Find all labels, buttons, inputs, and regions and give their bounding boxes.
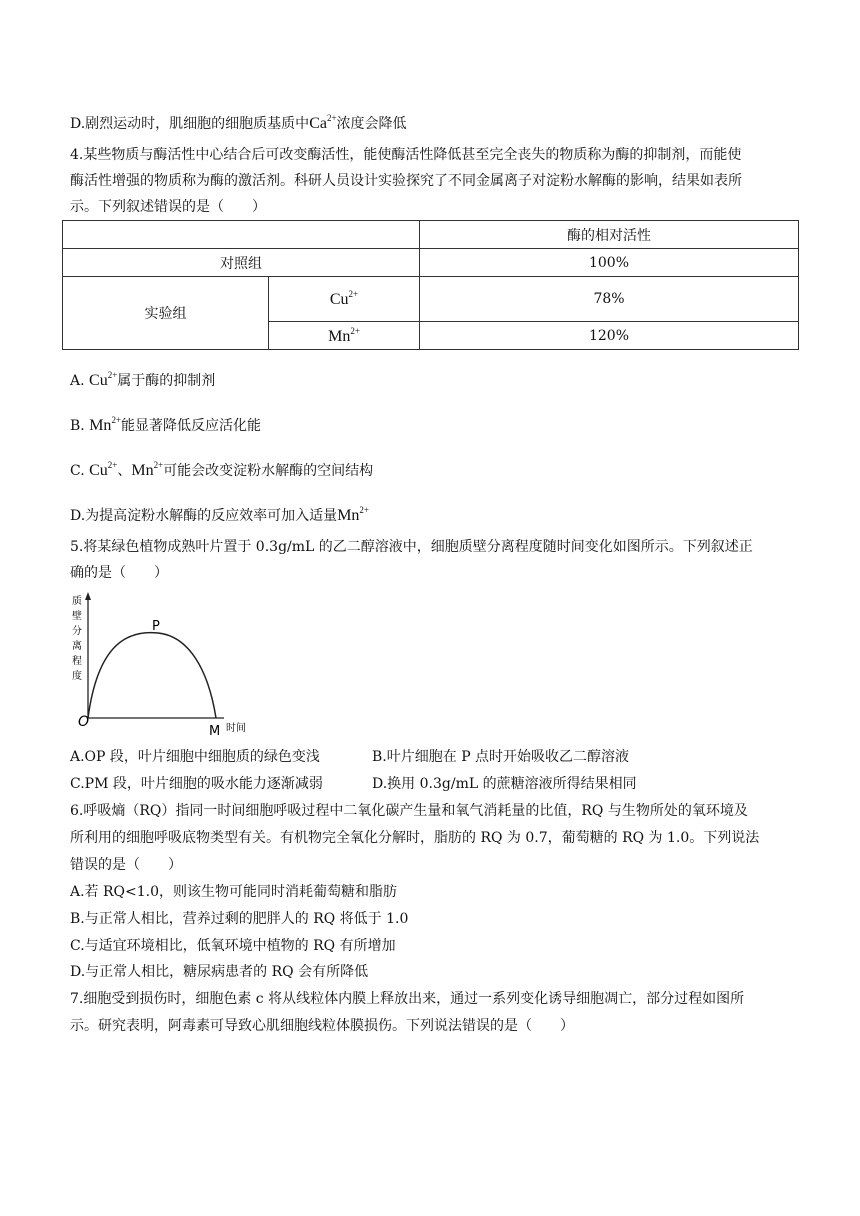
table-row-mn-ion: $Mn^{2+}$ <box>269 322 420 350</box>
ylabel-char-3: 分 <box>72 626 82 637</box>
plasmolysis-graph <box>68 588 258 738</box>
q6-option-a: A.若 RQ<1.0，则该生物可能同时消耗葡萄糖和脂肪 <box>70 884 398 900</box>
q6-option-c: C.与适宜环境相比，低氧环境中植物的 RQ 有所增加 <box>70 938 396 954</box>
table-row-cu-ion: $Cu^{2+}$ <box>269 277 420 322</box>
q5-option-b: B.叶片细胞在 P 点时开始吸收乙二醇溶液 <box>372 749 630 765</box>
end-label: M <box>209 724 221 738</box>
ylabel-char-1: 质 <box>72 596 82 607</box>
q7-stem-line-2: 示。研究表明，阿毒素可导致心肌细胞线粒体膜损伤。下列说法错误的是（ ） <box>70 1018 574 1034</box>
q3-option-d: D.剧烈运动时，肌细胞的细胞质基质中$Ca^{2+}$浓度会降低 <box>70 113 407 132</box>
experiment-group-label: 实验组 <box>63 277 269 350</box>
ylabel-char-6: 度 <box>72 671 82 682</box>
q5-option-c: C.PM 段，叶片细胞的吸水能力逐渐减弱 <box>70 776 323 792</box>
q5-option-a: A.OP 段，叶片细胞中细胞质的绿色变浅 <box>70 749 320 765</box>
q4-stem-line-3: 示。下列叙述错误的是（ ） <box>70 199 266 215</box>
ylabel-char-5: 程 <box>72 656 82 667</box>
q6-option-b: B.与正常人相比，营养过剩的肥胖人的 RQ 将低于 1.0 <box>70 911 409 927</box>
q6-stem-line-3: 错误的是（ ） <box>70 857 182 873</box>
q4-option-d: D.为提高淀粉水解酶的反应效率可加入适量$Mn^{2+}$ <box>70 505 369 524</box>
calcium-ion: $Ca^{2+}$ <box>309 113 337 132</box>
peak-label: P <box>152 619 160 634</box>
xlabel: 时间 <box>226 723 246 734</box>
table-row-cu-value: 78% <box>420 277 799 322</box>
q4-option-b: B. $Mn^{2+}$能显著降低反应活化能 <box>70 415 262 434</box>
ylabel-char-4: 离 <box>72 641 82 652</box>
table-header-activity: 酶的相对活性 <box>420 221 799 249</box>
ylabel-char-2: 壁 <box>72 611 82 622</box>
q4-stem-line-2: 酶活性增强的物质称为酶的激活剂。科研人员设计实验探究了不同金属离子对淀粉水解酶的影响，结果如表所 <box>70 173 742 189</box>
y-axis-arrow <box>85 592 91 600</box>
q5-stem-line-2: 确的是（ ） <box>70 565 168 581</box>
q4-option-c: C. $Cu^{2+}$、$Mn^{2+}$可能会改变淀粉水解酶的空间结构 <box>70 460 374 479</box>
control-group-value: 100% <box>420 249 799 277</box>
table-row-mn-value: 120% <box>420 322 799 350</box>
enzyme-activity-table <box>62 220 799 350</box>
control-group-label: 对照组 <box>63 249 420 277</box>
q4-option-a: A. $Cu^{2+}$属于酶的抑制剂 <box>70 370 216 389</box>
q5-option-d: D.换用 0.3g/mL 的蔗糖溶液所得结果相同 <box>372 776 637 792</box>
q6-stem-line-2: 所利用的细胞呼吸底物类型有关。有机物完全氧化分解时，脂肪的 RQ 为 0.7，葡萄糖的 RQ 为 1.0。下列说法 <box>70 830 760 846</box>
origin-label: O <box>78 714 90 730</box>
q7-stem-line-1: 7.细胞受到损伤时，细胞色素 c 将从线粒体内膜上释放出来，通过一系列变化诱导细胞凋亡，部分过程如图所 <box>70 991 745 1007</box>
plasmolysis-curve <box>88 633 216 718</box>
table-header-blank <box>63 221 420 249</box>
q6-option-d: D.与正常人相比，糖尿病患者的 RQ 会有所降低 <box>70 964 369 980</box>
q4-stem-line-1: 4.某些物质与酶活性中心结合后可改变酶活性，能使酶活性降低甚至完全丧失的物质称为酶的抑制剂，而能使 <box>70 147 742 163</box>
q6-stem-line-1: 6.呼吸熵（RQ）指同一时间细胞呼吸过程中二氧化碳产生量和氧气消耗量的比值，RQ 与生物所处的氧环境及 <box>70 803 748 819</box>
q5-stem-line-1: 5.将某绿色植物成熟叶片置于 0.3g/mL 的乙二醇溶液中，细胞质壁分离程度随时间变化如图所示。下列叙述正 <box>70 539 753 555</box>
